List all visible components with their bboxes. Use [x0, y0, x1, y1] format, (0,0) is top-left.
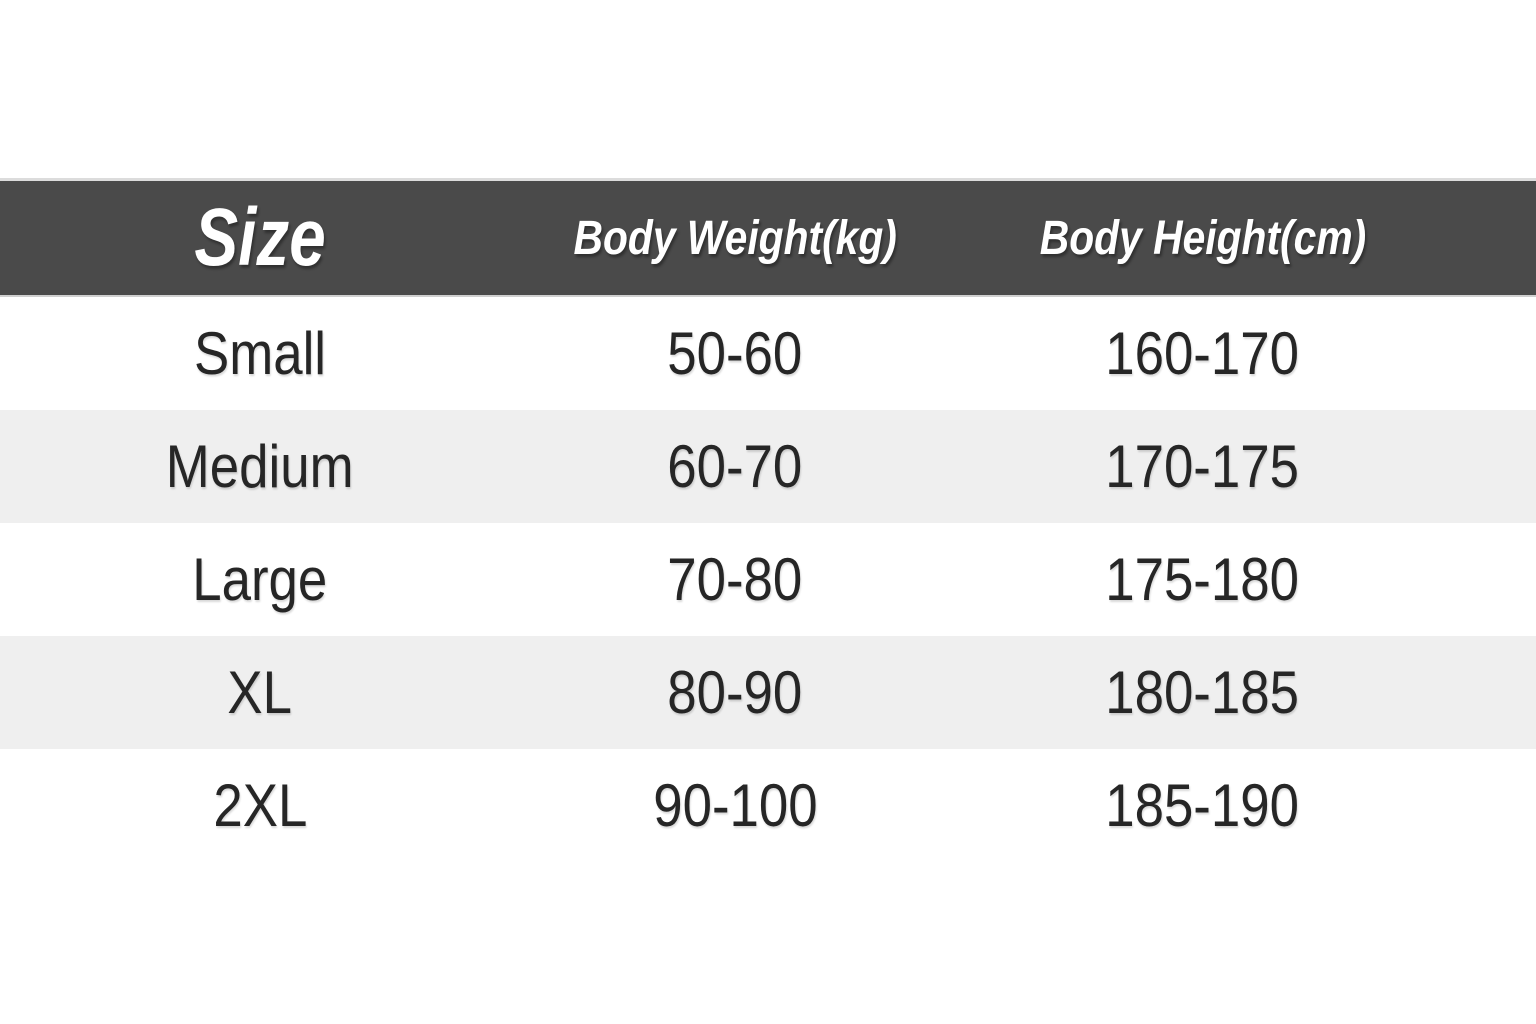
column-header-body-height: Body Height(cm) — [1039, 211, 1366, 265]
table-row — [0, 523, 1536, 636]
spacer-cell — [1455, 636, 1536, 749]
height-cell — [950, 636, 1455, 749]
weight-cell — [520, 410, 950, 523]
table-row — [0, 410, 1536, 523]
size-value: Large — [192, 546, 328, 613]
spacer-cell — [1455, 749, 1536, 862]
header-cell-spacer — [1455, 181, 1536, 295]
size-cell — [0, 410, 520, 523]
size-chart-table — [0, 178, 1536, 862]
size-cell — [0, 749, 520, 862]
size-value: 2XL — [213, 772, 307, 839]
spacer-cell — [1455, 410, 1536, 523]
size-value: Small — [193, 320, 327, 387]
weight-cell — [520, 636, 950, 749]
size-cell — [0, 636, 520, 749]
column-header-size: Size — [194, 192, 326, 283]
height-cell — [950, 523, 1455, 636]
table-header-row — [0, 178, 1536, 297]
spacer-cell — [1455, 523, 1536, 636]
height-value: 170-175 — [1105, 433, 1300, 500]
table-row — [0, 297, 1536, 410]
weight-cell — [520, 297, 950, 410]
header-cell-height — [950, 181, 1455, 295]
size-cell — [0, 297, 520, 410]
weight-cell — [520, 523, 950, 636]
size-cell — [0, 523, 520, 636]
weight-value: 50-60 — [667, 320, 803, 387]
weight-value: 60-70 — [667, 433, 803, 500]
height-value: 185-190 — [1105, 772, 1300, 839]
weight-value: 70-80 — [667, 546, 803, 613]
weight-value: 80-90 — [667, 659, 803, 726]
header-cell-size — [0, 181, 520, 295]
height-cell — [950, 749, 1455, 862]
height-cell — [950, 297, 1455, 410]
height-value: 180-185 — [1105, 659, 1300, 726]
size-value: Medium — [166, 433, 354, 500]
weight-cell — [520, 749, 950, 862]
height-cell — [950, 410, 1455, 523]
table-row — [0, 749, 1536, 862]
spacer-cell — [1455, 297, 1536, 410]
weight-value: 90-100 — [652, 772, 818, 839]
column-header-body-weight: Body Weight(kg) — [573, 211, 897, 265]
header-cell-weight — [520, 181, 950, 295]
table-row — [0, 636, 1536, 749]
height-value: 175-180 — [1105, 546, 1300, 613]
size-value: XL — [227, 659, 293, 726]
height-value: 160-170 — [1105, 320, 1300, 387]
